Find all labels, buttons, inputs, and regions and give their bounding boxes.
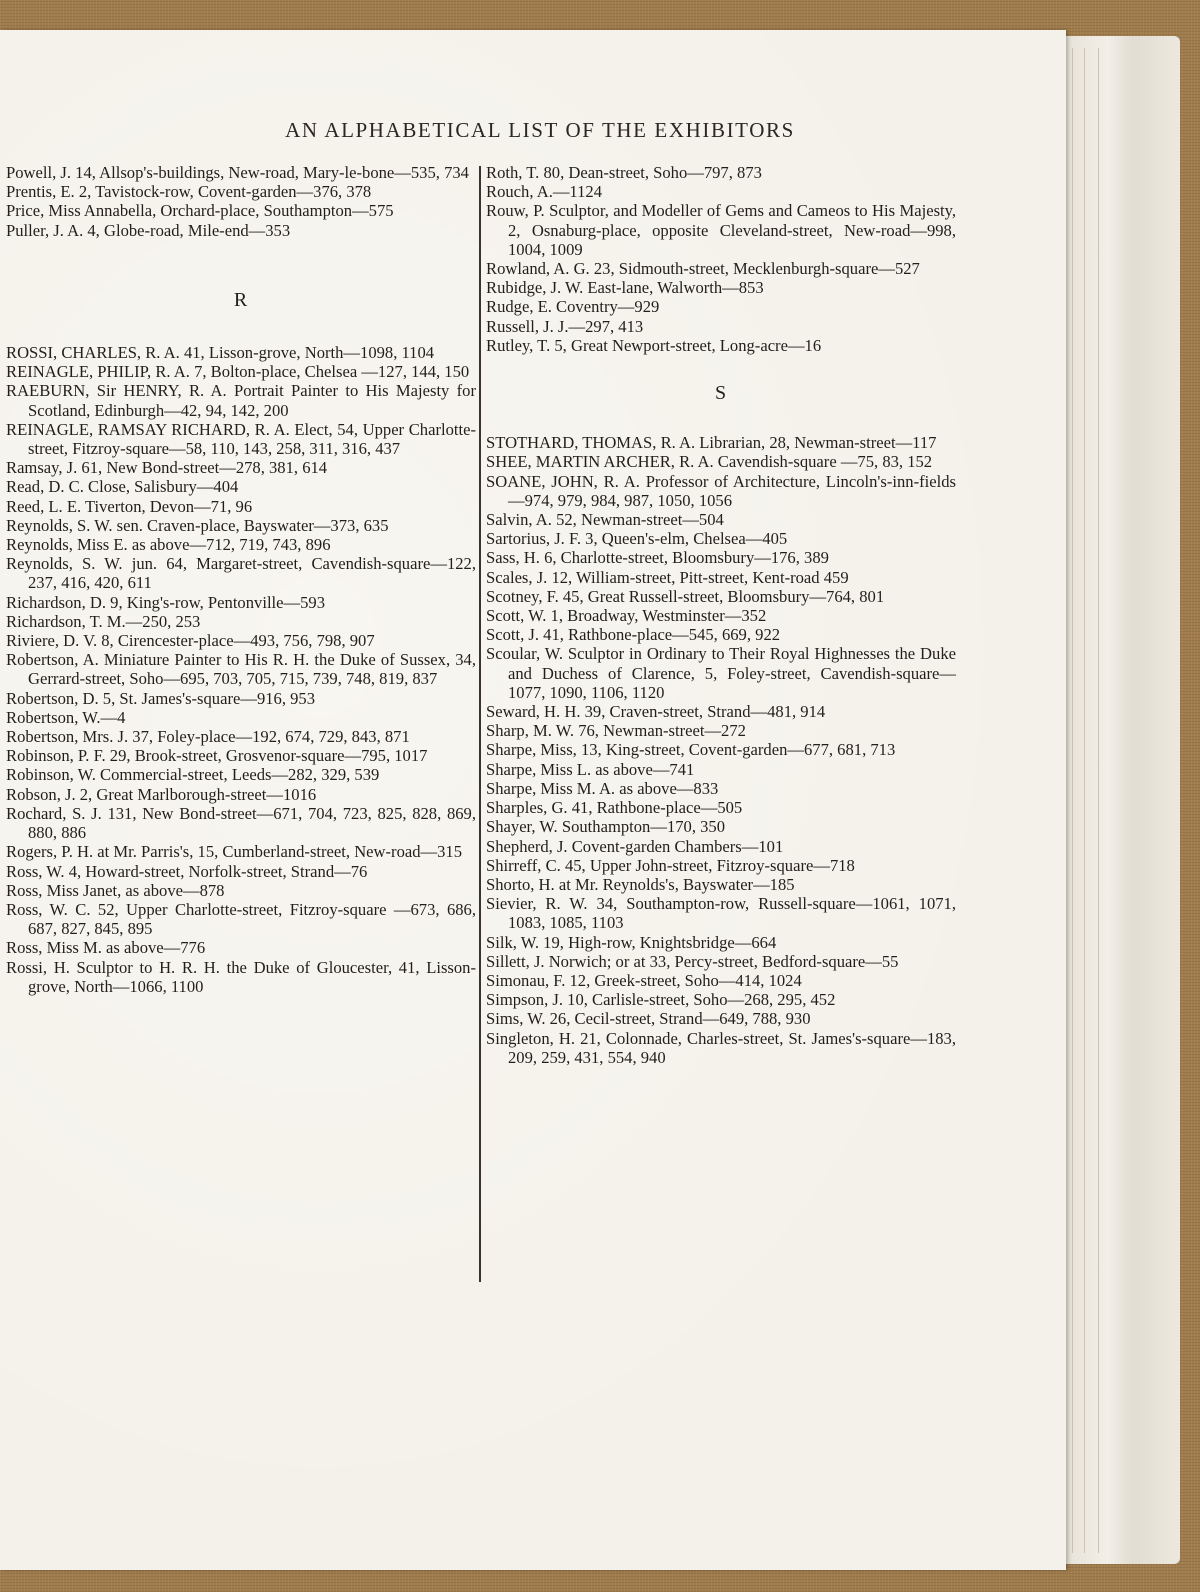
exhibitor-entry: Rudge, E. Coventry—929 [486,297,660,317]
exhibitor-entry: Robinson, P. F. 29, Brook-street, Grosvenor-square—795, 1017 [6,746,428,766]
exhibitor-entry: Sharp, M. W. 76, Newman-street—272 [486,721,746,741]
exhibitor-entry: Ross, Miss M. as above—776 [6,938,206,958]
exhibitor-entry: Puller, J. A. 4, Globe-road, Mile-end—353 [6,220,291,240]
exhibitor-entry: Rouch, A.—1124 [486,182,603,202]
page-edge-line [1098,48,1099,1553]
column-rule [479,166,481,1282]
exhibitor-entry: Robson, J. 2, Great Marlborough-street—1016 [6,784,317,804]
exhibitor-entry: Ross, W. C. 52, Upper Charlotte-street, Fitzroy-square —673, 686, 687, 827, 845, 895 [6,899,476,939]
exhibitor-entry: Sass, H. 6, Charlotte-street, Bloomsbury—176, 389 [486,548,829,568]
exhibitor-entry: Richardson, D. 9, King's-row, Pentonville—593 [6,592,326,612]
exhibitor-entry: Richardson, T. M.—250, 253 [6,611,201,631]
exhibitor-entry: Powell, J. 14, Allsop's-buildings, New-road, Mary-le-bone—535, 734 [6,163,469,182]
exhibitor-entry: Ross, Miss Janet, as above—878 [6,880,225,900]
exhibitor-entry: Reynolds, Miss E. as above—712, 719, 743, 896 [6,535,331,555]
exhibitor-entry: Prentis, E. 2, Tavistock-row, Covent-garden—376, 378 [6,182,372,202]
exhibitor-entry: Robertson, W.—4 [6,707,126,727]
exhibitor-entry: Sillett, J. Norwich; or at 33, Percy-street, Bedford-square—55 [486,951,899,971]
exhibitor-entry: Riviere, D. V. 8, Cirencester-place—493, 756, 798, 907 [6,631,375,651]
exhibitor-entry: Reynolds, S. W. jun. 64, Margaret-street, Cavendish-square—122, 237, 416, 420, 611 [6,554,476,593]
exhibitor-entry: Scott, J. 41, Rathbone-place—545, 669, 922 [486,625,781,645]
exhibitor-entry: Seward, H. H. 39, Craven-street, Strand—481, 914 [486,702,826,722]
exhibitor-entry: Reynolds, S. W. sen. Craven-place, Bayswater—373, 635 [6,515,389,535]
exhibitor-entry: Ramsay, J. 61, New Bond-street—278, 381, 614 [6,458,328,478]
exhibitor-entry: Sims, W. 26, Cecil-street, Strand—649, 788, 930 [486,1009,811,1029]
running-head-title: AN ALPHABETICAL LIST OF THE EXHIBITORS [285,118,795,142]
exhibitor-entry: Scotney, F. 45, Great Russell-street, Bloomsbury—764, 801 [486,586,885,606]
exhibitor-entry: Russell, J. J.—297, 413 [486,316,644,336]
exhibitor-entry: Shirreff, C. 45, Upper John-street, Fitzroy-square—718 [486,855,855,875]
exhibitor-entry: Shayer, W. Southampton—170, 350 [486,817,726,837]
exhibitor-entry: Rouw, P. Sculptor, and Modeller of Gems and Cameos to His Majesty, 2, Osnaburg-place, opposite Cleveland-street, New-road—998, 1004, 1009 [486,201,956,259]
exhibitor-entry: REINAGLE, RAMSAY RICHARD, R. A. Elect, 54, Upper Charlotte-street, Fitzroy-square—58, 110, 143, 258, 311, 316, 437 [6,419,476,459]
exhibitor-entry: Simpson, J. 10, Carlisle-street, Soho—268, 295, 452 [486,990,836,1010]
exhibitor-entry: ROSSI, CHARLES, R. A. 41, Lisson-grove, North—1098, 1104 [6,343,435,363]
exhibitor-entry: Salvin, A. 52, Newman-street—504 [486,510,724,530]
exhibitor-entry: Roth, T. 80, Dean-street, Soho—797, 873 [486,163,762,182]
exhibitor-entry: Rossi, H. Sculptor to H. R. H. the Duke of Gloucester, 41, Lisson-grove, North—1066, 1100 [6,957,476,996]
section-letter-r: R [233,288,249,311]
exhibitor-entry: Rubidge, J. W. East-lane, Walworth—853 [486,278,764,298]
exhibitor-entry: Scott, W. 1, Broadway, Westminster—352 [486,606,767,626]
left-column-r-entries [6,343,476,996]
exhibitor-entry: Shepherd, J. Covent-garden Chambers—101 [486,836,784,856]
exhibitor-entry: Rochard, S. J. 131, New Bond-street—671, 704, 723, 825, 828, 869, 880, 886 [6,803,476,843]
exhibitor-entry: Robinson, W. Commercial-street, Leeds—282, 329, 539 [6,765,380,785]
exhibitor-entry: Rowland, A. G. 23, Sidmouth-street, Mecklenburgh-square—527 [486,259,920,279]
exhibitor-entry: REINAGLE, PHILIP, R. A. 7, Bolton-place, Chelsea —127, 144, 150 [6,362,470,382]
right-column [486,163,956,1067]
exhibitor-entry: Scoular, W. Sculptor in Ordinary to Their Royal Highnesses the Duke and Duchess of Clarence, 5, Foley-street, Cavendish-square—1077, 1090, 1106, 1120 [486,644,956,702]
exhibitor-entry: Singleton, H. 21, Colonnade, Charles-street, St. James's-square—183, 209, 259, 431, 554, 940 [486,1028,956,1067]
left-column [6,163,476,996]
exhibitor-entry: Sharpe, Miss L. as above—741 [486,759,695,779]
page-edge-line [1072,48,1073,1553]
right-column-r-entries [486,163,956,355]
page-edge-line [1084,48,1085,1553]
exhibitor-entry: Rogers, P. H. at Mr. Parris's, 15, Cumberland-street, New-road—315 [6,842,463,862]
exhibitor-entry: STOTHARD, THOMAS, R. A. Librarian, 28, Newman-street—117 [486,433,937,453]
exhibitor-entry: SHEE, MARTIN ARCHER, R. A. Cavendish-square —75, 83, 152 [486,452,933,472]
exhibitor-entry: Rutley, T. 5, Great Newport-street, Long-acre—16 [486,335,822,355]
exhibitor-entry: Sievier, R. W. 34, Southampton-row, Russell-square—1061, 1071, 1083, 1085, 1103 [486,894,956,933]
page-stack-edge [1060,36,1180,1564]
exhibitor-entry: Simonau, F. 12, Greek-street, Soho—414, 1024 [486,970,802,990]
exhibitor-entry: Robertson, D. 5, St. James's-square—916, 953 [6,688,316,708]
exhibitor-entry: Read, D. C. Close, Salisbury—404 [6,477,239,497]
exhibitor-entry: Shorto, H. at Mr. Reynolds's, Bayswater—185 [486,874,795,894]
exhibitor-entry: SOANE, JOHN, R. A. Professor of Architecture, Lincoln's-inn-fields—974, 979, 984, 987, 1050, 1056 [486,471,956,510]
exhibitor-entry: Robertson, A. Miniature Painter to His R. H. the Duke of Sussex, 34, Gerrard-street, Soho—695, 703, 705, 715, 739, 748, 819, 837 [6,650,476,689]
right-column-s-entries [486,433,956,1067]
exhibitor-entry: Ross, W. 4, Howard-street, Norfolk-street, Strand—76 [6,861,368,881]
section-letter-s: S [714,382,728,405]
exhibitor-entry: Sharpe, Miss M. A. as above—833 [486,778,719,798]
left-column-p-entries [6,163,476,240]
exhibitor-entry: Robertson, Mrs. J. 37, Foley-place—192, 674, 729, 843, 871 [6,727,410,747]
exhibitor-entry: Sartorius, J. F. 3, Queen's-elm, Chelsea—405 [486,529,788,549]
exhibitor-entry: Scales, J. 12, William-street, Pitt-street, Kent-road 459 [486,567,849,587]
exhibitor-entry: Sharples, G. 41, Rathbone-place—505 [486,798,743,818]
exhibitor-entry: Reed, L. E. Tiverton, Devon—71, 96 [6,496,253,516]
exhibitor-entry: Sharpe, Miss, 13, King-street, Covent-garden—677, 681, 713 [486,740,896,760]
exhibitor-entry: Silk, W. 19, High-row, Knightsbridge—664 [486,932,777,952]
exhibitor-entry: RAEBURN, Sir HENRY, R. A. Portrait Painter to His Majesty for Scotland, Edinburgh—42, 94, 142, 200 [6,381,476,420]
exhibitor-entry: Price, Miss Annabella, Orchard-place, Southampton—575 [6,201,394,221]
